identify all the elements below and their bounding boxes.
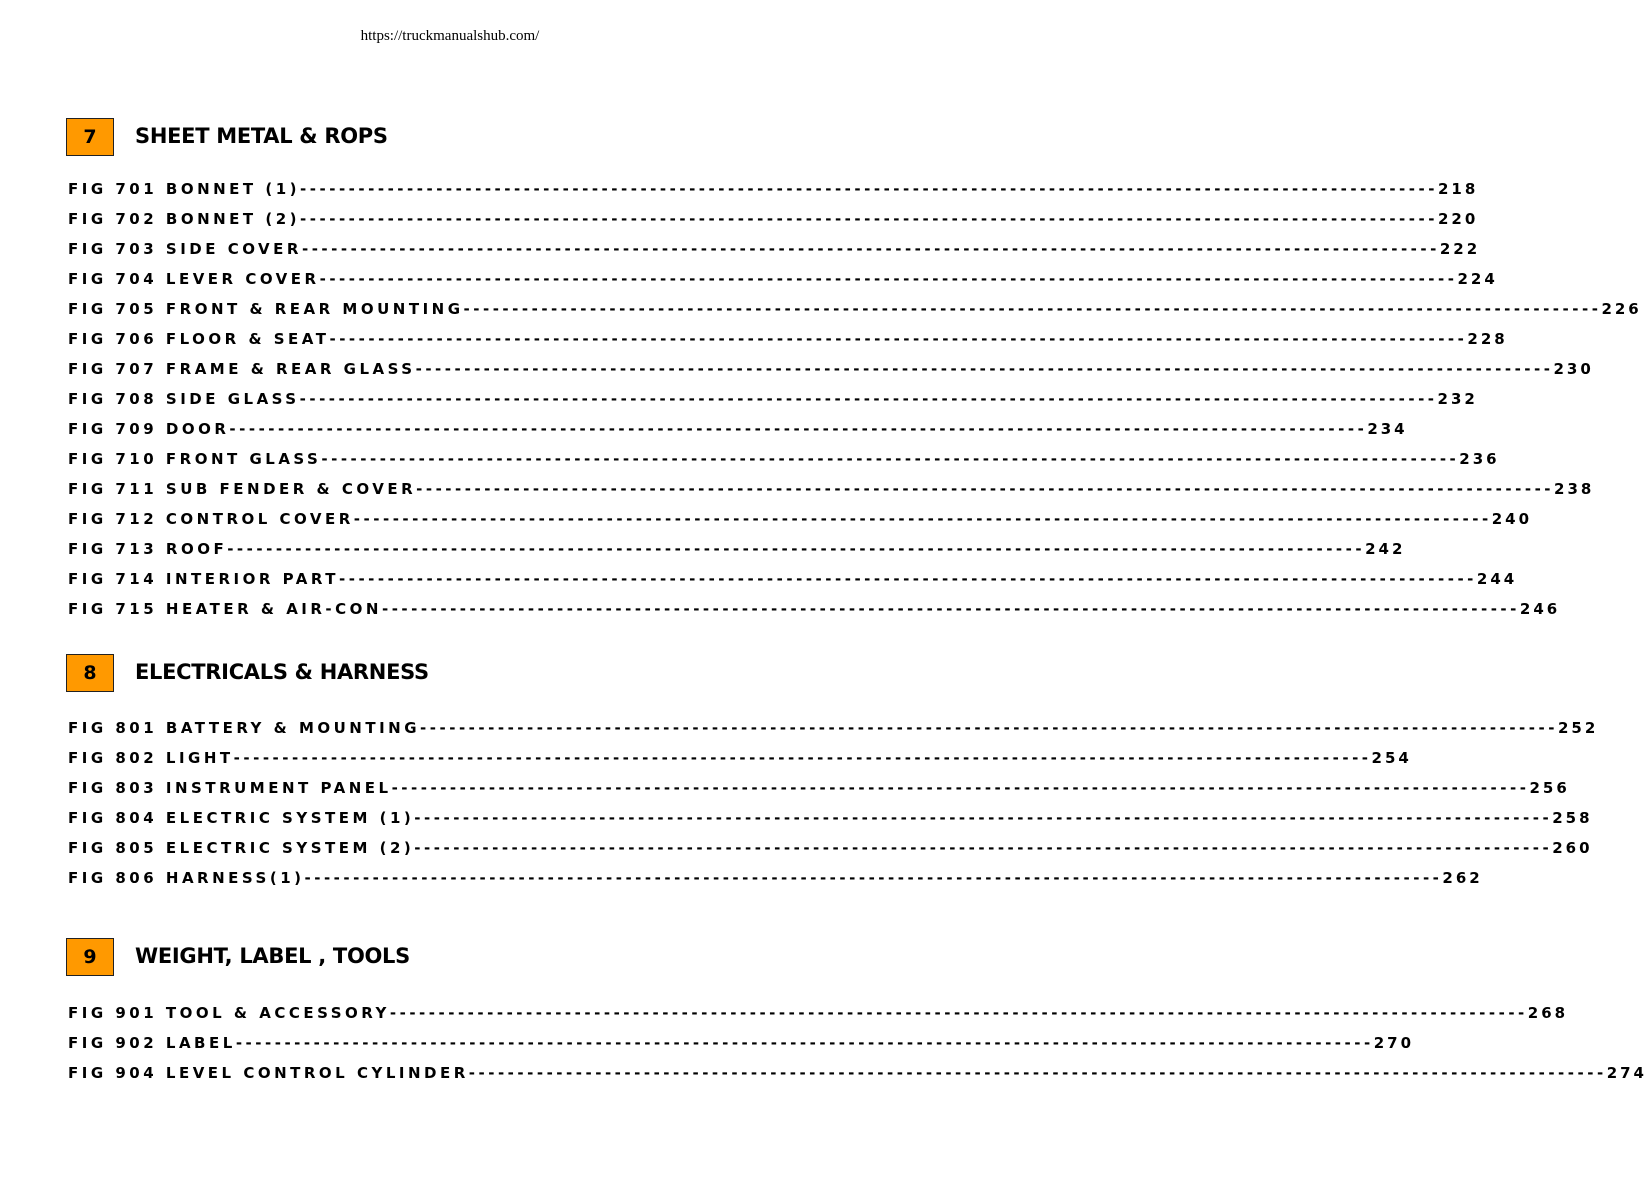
toc-entry-label: FIG 804 ELECTRIC SYSTEM (1) <box>68 809 415 827</box>
toc-entry-label: FIG 702 BONNET (2) <box>68 210 301 228</box>
toc-entry <box>68 504 1533 534</box>
dot-leader: --------------------------------------------------------------------------------------------------------------------- <box>389 1004 1528 1022</box>
toc-entry <box>68 174 1479 204</box>
toc-entry <box>68 1058 1647 1088</box>
dot-leader: --------------------------------------------------------------------------------------------------------------------- <box>321 450 1460 468</box>
toc-entry-page: 246 <box>1519 600 1561 618</box>
section-title: ELECTRICALS & HARNESS <box>135 660 429 684</box>
toc-entry <box>68 474 1595 504</box>
toc-entry-label: FIG 806 HARNESS(1) <box>68 869 305 887</box>
toc-entry <box>68 444 1500 474</box>
toc-entry-label: FIG 706 FLOOR & SEAT <box>68 330 330 348</box>
toc-entry-label: FIG 802 LIGHT <box>68 749 234 767</box>
toc-entry-label: FIG 707 FRAME & REAR GLASS <box>68 360 416 378</box>
toc-entry-label: FIG 902 LABEL <box>68 1034 236 1052</box>
dot-leader: --------------------------------------------------------------------------------------------------------------------- <box>227 540 1366 558</box>
toc-entry-page: 236 <box>1459 450 1500 468</box>
toc-entry-page: 230 <box>1553 360 1594 378</box>
toc-entry-page: 220 <box>1437 210 1479 228</box>
toc-entry <box>68 833 1593 863</box>
dot-leader: --------------------------------------------------------------------------------------------------------------------- <box>381 600 1520 618</box>
toc-entry-page: 232 <box>1437 390 1478 408</box>
toc-entry-page: 228 <box>1467 330 1508 348</box>
dot-leader: --------------------------------------------------------------------------------------------------------------------- <box>414 809 1553 827</box>
toc-entry-label: FIG 715 HEATER & AIR-CON <box>68 600 382 618</box>
toc-entry <box>68 773 1570 803</box>
toc-entry-label: FIG 711 SUB FENDER & COVER <box>68 480 417 498</box>
section-7-entries <box>68 174 1642 624</box>
toc-entry-page: 240 <box>1491 510 1533 528</box>
toc-entry-page: 238 <box>1554 480 1595 498</box>
dot-leader: --------------------------------------------------------------------------------------------------------------------- <box>339 570 1477 588</box>
dot-leader: --------------------------------------------------------------------------------------------------------------------- <box>463 300 1602 318</box>
toc-entry <box>68 414 1408 444</box>
toc-entry-label: FIG 805 ELECTRIC SYSTEM (2) <box>68 839 415 857</box>
toc-entry-label: FIG 712 CONTROL COVER <box>68 510 354 528</box>
dot-leader: --------------------------------------------------------------------------------------------------------------------- <box>415 360 1554 378</box>
dot-leader: --------------------------------------------------------------------------------------------------------------------- <box>235 1034 1374 1052</box>
toc-entry-page: 258 <box>1552 809 1593 827</box>
dot-leader: --------------------------------------------------------------------------------------------------------------------- <box>299 390 1438 408</box>
section-number-badge: 9 <box>66 938 114 976</box>
toc-entry <box>68 204 1479 234</box>
toc-entry-page: 274 <box>1606 1064 1647 1082</box>
toc-entry <box>68 743 1412 773</box>
dot-leader: --------------------------------------------------------------------------------------------------------------------- <box>319 270 1458 288</box>
toc-entry-page: 260 <box>1552 839 1593 857</box>
source-url: https://truckmanualshub.com/ <box>360 28 540 44</box>
dot-leader: --------------------------------------------------------------------------------------------------------------------- <box>420 719 1558 737</box>
dot-leader: --------------------------------------------------------------------------------------------------------------------- <box>329 330 1468 348</box>
toc-entry-label: FIG 713 ROOF <box>68 540 228 558</box>
toc-entry-page: 262 <box>1442 869 1483 887</box>
toc-entry-label: FIG 801 BATTERY & MOUNTING <box>68 719 421 737</box>
toc-entry-label: FIG 901 TOOL & ACCESSORY <box>68 1004 390 1022</box>
toc-entry <box>68 294 1642 324</box>
toc-entry <box>68 354 1594 384</box>
dot-leader: --------------------------------------------------------------------------------------------------------------------- <box>391 779 1530 797</box>
dot-leader: --------------------------------------------------------------------------------------------------------------------- <box>229 420 1368 438</box>
toc-entry-page: 234 <box>1367 420 1408 438</box>
dot-leader: --------------------------------------------------------------------------------------------------------------------- <box>301 240 1440 258</box>
toc-entry <box>68 998 1569 1028</box>
section-title: WEIGHT, LABEL , TOOLS <box>135 944 410 968</box>
toc-entry <box>68 803 1593 833</box>
section-8-entries <box>68 713 1599 893</box>
section-9-entries <box>68 998 1647 1088</box>
section-number-badge: 8 <box>66 654 114 692</box>
toc-entry-page: 256 <box>1529 779 1570 797</box>
toc-entry-label: FIG 803 INSTRUMENT PANEL <box>68 779 392 797</box>
toc-entry <box>68 324 1508 354</box>
toc-entry <box>68 534 1406 564</box>
toc-entry <box>68 863 1483 893</box>
toc-entry-page: 226 <box>1601 300 1642 318</box>
toc-entry-page: 244 <box>1476 570 1518 588</box>
toc-entry-page: 224 <box>1457 270 1498 288</box>
toc-entry-page: 270 <box>1373 1034 1415 1052</box>
toc-entry-label: FIG 704 LEVER COVER <box>68 270 320 288</box>
toc-entry-page: 222 <box>1439 240 1481 258</box>
toc-entry-label: FIG 904 LEVEL CONTROL CYLINDER <box>68 1064 469 1082</box>
dot-leader: --------------------------------------------------------------------------------------------------------------------- <box>300 210 1438 228</box>
dot-leader: --------------------------------------------------------------------------------------------------------------------- <box>468 1064 1607 1082</box>
toc-entry <box>68 234 1481 264</box>
toc-entry-label: FIG 708 SIDE GLASS <box>68 390 300 408</box>
toc-entry-label: FIG 714 INTERIOR PART <box>68 570 339 588</box>
dot-leader: --------------------------------------------------------------------------------------------------------------------- <box>233 749 1372 767</box>
toc-entry-page: 252 <box>1557 719 1599 737</box>
toc-entry-page: 254 <box>1371 749 1412 767</box>
toc-entry <box>68 384 1478 414</box>
toc-entry-page: 218 <box>1437 180 1479 198</box>
dot-leader: --------------------------------------------------------------------------------------------------------------------- <box>300 180 1438 198</box>
dot-leader: --------------------------------------------------------------------------------------------------------------------- <box>414 839 1553 857</box>
section-number-badge: 7 <box>66 118 114 156</box>
toc-entry <box>68 713 1599 743</box>
toc-entry-label: FIG 701 BONNET (1) <box>68 180 301 198</box>
toc-entry-label: FIG 703 SIDE COVER <box>68 240 302 258</box>
dot-leader: --------------------------------------------------------------------------------------------------------------------- <box>304 869 1443 887</box>
toc-entry <box>68 564 1518 594</box>
section-title: SHEET METAL & ROPS <box>135 124 388 148</box>
toc-entry-label: FIG 709 DOOR <box>68 420 230 438</box>
toc-entry-page: 242 <box>1365 540 1406 558</box>
toc-entry <box>68 264 1498 294</box>
toc-entry-label: FIG 705 FRONT & REAR MOUNTING <box>68 300 464 318</box>
toc-entry-page: 268 <box>1527 1004 1569 1022</box>
toc-entry-label: FIG 710 FRONT GLASS <box>68 450 322 468</box>
dot-leader: --------------------------------------------------------------------------------------------------------------------- <box>416 480 1555 498</box>
dot-leader: --------------------------------------------------------------------------------------------------------------------- <box>353 510 1492 528</box>
toc-entry <box>68 594 1561 624</box>
toc-entry <box>68 1028 1415 1058</box>
